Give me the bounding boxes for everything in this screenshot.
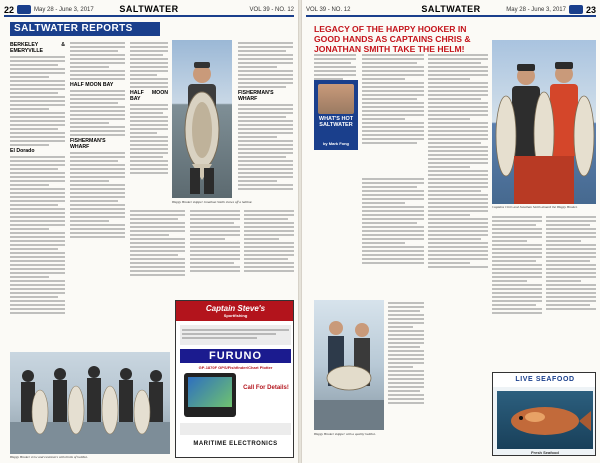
ad-call-to-action: Call For Details! [243, 385, 289, 391]
article-text-block [428, 54, 488, 268]
seafood-ad [492, 372, 596, 456]
ad-title: LIVE SEAFOOD [515, 376, 575, 383]
ad-subtitle: Fresh Seafood [531, 450, 559, 455]
article-col-4 [492, 214, 542, 364]
article-text-block [70, 90, 125, 136]
article-text-block [70, 42, 125, 80]
article-col-5 [546, 214, 596, 364]
photo-caption: Happy Hooker skipper Jonathan Smith shows off a halibut. [172, 200, 253, 204]
article-text-block [238, 42, 293, 88]
left-page-number: 22 [4, 5, 15, 15]
left-page [0, 0, 298, 463]
sidebar-label: WHAT'S HOT SALTWATER [318, 116, 354, 128]
left-volume: VOL 39 - NO. 12 [249, 7, 294, 13]
group-photo-caption: Happy Hooker crew and customers with limits of halibut. [10, 455, 88, 459]
right-running-header [306, 4, 596, 17]
ad-tagline: Sportfishing [223, 313, 248, 318]
left-column-1 [10, 40, 65, 350]
right-date: May 28 - June 3, 2017 [506, 7, 566, 13]
article-text-block [70, 152, 125, 240]
whats-hot-sidebar [314, 80, 358, 150]
columnist-photo [318, 84, 354, 114]
article-text-block [10, 156, 65, 314]
ad-brand: FURUNO [208, 350, 263, 362]
column-heading: FISHERMAN'S WHARF [70, 138, 106, 150]
article-text-block [362, 54, 424, 144]
right-running-title: SALTWATER [421, 4, 481, 14]
top-photo-caption: Captains Chris and Jonathan Smith aboard the Happy Hooker. [492, 205, 578, 209]
article-text-block [10, 56, 65, 146]
sidebar-author: by Mark Fong [322, 141, 349, 146]
magazine-logo-icon [569, 5, 583, 14]
article-text-block [130, 104, 168, 174]
right-volume: VOL 39 - NO. 12 [306, 7, 351, 13]
article-text-block [244, 210, 294, 272]
ad-footer: MARITIME ELECTRONICS [193, 441, 278, 447]
right-page-number: 23 [585, 5, 596, 15]
ad-model: GP-1870F GPS/Fishfinder/Chart Plotter [198, 365, 273, 370]
left-column-6 [244, 208, 294, 296]
right-page [302, 0, 600, 463]
article-text-block [492, 216, 542, 314]
ad-phone-block [180, 423, 291, 435]
article-col-3 [428, 52, 488, 352]
section-title: SALTWATER REPORTS [10, 22, 160, 36]
halibut-angler-photo [172, 40, 232, 198]
article-text-block [130, 42, 168, 88]
article-text-block [546, 216, 596, 310]
column-heading: FISHERMAN'S WHARF [238, 90, 274, 102]
left-column-4 [130, 208, 185, 296]
column-heading: El Dorado [10, 148, 35, 154]
left-column-2b [130, 40, 168, 200]
article-col-2 [362, 52, 424, 172]
left-column-2 [70, 40, 125, 240]
ad-store-name: Captain Steve's [205, 304, 266, 313]
article-text-block [388, 302, 424, 404]
halibut-catch-photo [314, 300, 384, 430]
left-column-5 [190, 208, 240, 296]
group-halibut-photo [10, 352, 170, 454]
captain-steves-ad [175, 300, 294, 458]
column-heading: HALF MOON BAY [70, 82, 114, 88]
column-heading: BERKELEY & EMERYVILLE [10, 42, 65, 54]
article-text-block [190, 210, 240, 272]
left-running-header [4, 4, 294, 17]
bottom-photo-caption: Happy Hooker skipper with a quality halibut. [314, 432, 376, 436]
article-headline: LEGACY OF THE HAPPY HOOKER IN GOOD HANDS AS CAPTAINS CHRIS & JONATHAN SMITH TAKE THE HELM! [314, 24, 471, 54]
ad-address-block [180, 325, 291, 345]
chartplotter-image [184, 373, 236, 417]
article-col-2c [388, 300, 424, 450]
article-text-block [130, 210, 185, 276]
left-column-3 [238, 40, 293, 200]
article-col-2b [362, 176, 424, 296]
fish-photo [497, 391, 593, 449]
article-text-block [238, 104, 293, 190]
left-date: May 28 - June 3, 2017 [34, 7, 94, 13]
article-text-block [362, 178, 424, 264]
column-heading: HALF MOON BAY [130, 90, 168, 102]
skippers-halibut-photo [492, 40, 596, 204]
left-running-title: SALTWATER [119, 4, 179, 14]
